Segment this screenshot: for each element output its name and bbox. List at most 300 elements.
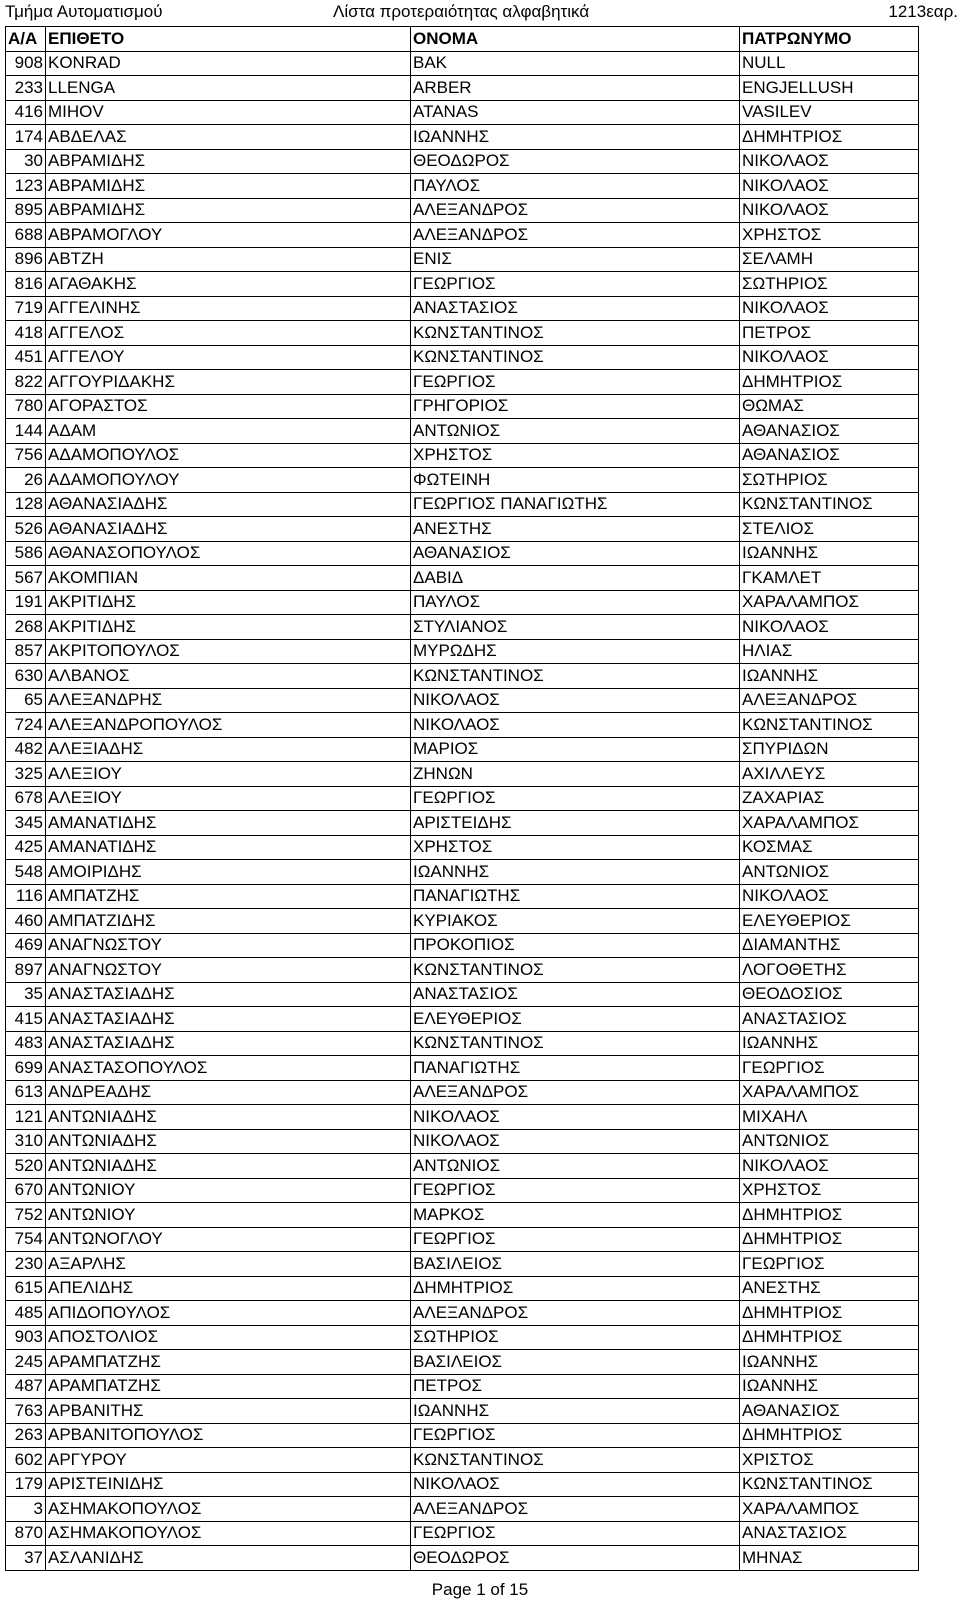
table-row <box>6 541 919 566</box>
cell-fathername: ΔΗΜΗΤΡΙΟΣ <box>740 125 919 150</box>
cell-surname: ΑΚΡΙΤΟΠΟΥΛΟΣ <box>46 639 411 664</box>
cell-aa: 174 <box>6 125 46 150</box>
table-row <box>6 272 919 297</box>
cell-name: ΑΝΕΣΤΗΣ <box>411 517 740 542</box>
table-row <box>6 615 919 640</box>
table-row <box>6 1497 919 1522</box>
cell-surname: ΑΜΠΑΤΖΙΔΗΣ <box>46 909 411 934</box>
cell-surname: ΑΠΙΔΟΠΟΥΛΟΣ <box>46 1301 411 1326</box>
cell-fathername: ΔΗΜΗΤΡΙΟΣ <box>740 370 919 395</box>
cell-fathername: ΚΩΝΣΤΑΝΤΙΝΟΣ <box>740 713 919 738</box>
cell-aa: 263 <box>6 1423 46 1448</box>
cell-fathername: ΑΝΤΩΝΙΟΣ <box>740 860 919 885</box>
cell-fathername: ΝΙΚΟΛΑΟΣ <box>740 296 919 321</box>
cell-fathername: ΑΝΑΣΤΑΣΙΟΣ <box>740 1007 919 1032</box>
column-header-surname: ΕΠΙΘΕΤΟ <box>46 27 411 52</box>
cell-surname: ΑΝΤΩΝΙΑΔΗΣ <box>46 1105 411 1130</box>
list-title: Λίστα προτεραιότητας αλφαβητικά <box>333 2 590 21</box>
cell-name: ΠΑΝΑΓΙΩΤΗΣ <box>411 1056 740 1081</box>
cell-fathername: ΔΗΜΗΤΡΙΟΣ <box>740 1227 919 1252</box>
cell-name: ΘΕΟΔΩΡΟΣ <box>411 149 740 174</box>
cell-aa: 3 <box>6 1497 46 1522</box>
cell-name: ΝΙΚΟΛΑΟΣ <box>411 1129 740 1154</box>
cell-surname: ΑΠΟΣΤΟΛΙΟΣ <box>46 1325 411 1350</box>
cell-aa: 485 <box>6 1301 46 1326</box>
page-number: Page 1 of 15 <box>431 1580 529 1599</box>
cell-name: ΚΩΝΣΤΑΝΤΙΝΟΣ <box>411 664 740 689</box>
table-row <box>6 1301 919 1326</box>
cell-fathername: ΣΩΤΗΡΙΟΣ <box>740 468 919 493</box>
cell-aa: 418 <box>6 321 46 346</box>
cell-name: ΣΤΥΛΙΑΝΟΣ <box>411 615 740 640</box>
cell-aa: 245 <box>6 1350 46 1375</box>
cell-surname: ΑΡΙΣΤΕΙΝΙΔΗΣ <box>46 1472 411 1497</box>
cell-surname: ΑΡΑΜΠΑΤΖΗΣ <box>46 1350 411 1375</box>
cell-aa: 567 <box>6 566 46 591</box>
cell-aa: 586 <box>6 541 46 566</box>
table-row <box>6 1056 919 1081</box>
cell-aa: 483 <box>6 1031 46 1056</box>
cell-name: ΔΑΒΙΔ <box>411 566 740 591</box>
cell-fathername: ΧΡΗΣΤΟΣ <box>740 1178 919 1203</box>
cell-name: ΓΕΩΡΓΙΟΣ <box>411 1227 740 1252</box>
cell-name: ΙΩΑΝΝΗΣ <box>411 125 740 150</box>
cell-aa: 754 <box>6 1227 46 1252</box>
cell-fathername: ΓΚΑΜΛΕΤ <box>740 566 919 591</box>
table-row <box>6 443 919 468</box>
cell-aa: 896 <box>6 247 46 272</box>
cell-aa: 699 <box>6 1056 46 1081</box>
cell-aa: 451 <box>6 345 46 370</box>
cell-name: ΧΡΗΣΤΟΣ <box>411 835 740 860</box>
cell-surname: MIHOV <box>46 100 411 125</box>
cell-aa: 144 <box>6 419 46 444</box>
table-row <box>6 468 919 493</box>
cell-surname: ΑΣΗΜΑΚΟΠΟΥΛΟΣ <box>46 1521 411 1546</box>
cell-name: ΔΗΜΗΤΡΙΟΣ <box>411 1276 740 1301</box>
cell-fathername: ΝΙΚΟΛΑΟΣ <box>740 198 919 223</box>
cell-surname: ΑΓΓΕΛΙΝΗΣ <box>46 296 411 321</box>
cell-name: ΑΝΑΣΤΑΣΙΟΣ <box>411 296 740 321</box>
cell-aa: 179 <box>6 1472 46 1497</box>
table-row <box>6 835 919 860</box>
cell-surname: ΑΛΕΞΙΟΥ <box>46 762 411 787</box>
cell-surname: ΑΓΓΕΛΟΣ <box>46 321 411 346</box>
cell-aa: 425 <box>6 835 46 860</box>
cell-surname: ΑΛΕΞΑΝΔΡΟΠΟΥΛΟΣ <box>46 713 411 738</box>
table-row <box>6 345 919 370</box>
cell-surname: KONRAD <box>46 51 411 76</box>
cell-aa: 752 <box>6 1203 46 1228</box>
cell-name: ΑΡΙΣΤΕΙΔΗΣ <box>411 811 740 836</box>
cell-aa: 548 <box>6 860 46 885</box>
cell-name: ΑΝΤΩΝΙΟΣ <box>411 1154 740 1179</box>
cell-surname: ΑΡΑΜΠΑΤΖΗΣ <box>46 1374 411 1399</box>
cell-aa: 724 <box>6 713 46 738</box>
cell-surname: ΑΜΠΑΤΖΗΣ <box>46 884 411 909</box>
cell-surname: ΑΝΤΩΝΙΑΔΗΣ <box>46 1154 411 1179</box>
cell-fathername: ΣΕΛΑΜΗ <box>740 247 919 272</box>
table-row <box>6 664 919 689</box>
cell-surname: ΑΛΕΞΙΑΔΗΣ <box>46 737 411 762</box>
cell-name: ΚΩΝΣΤΑΝΤΙΝΟΣ <box>411 1448 740 1473</box>
cell-fathername: ΣΠΥΡΙΔΩΝ <box>740 737 919 762</box>
cell-aa: 678 <box>6 786 46 811</box>
table-body <box>6 51 919 1570</box>
cell-surname: ΑΝΑΓΝΩΣΤΟΥ <box>46 933 411 958</box>
cell-fathername: ΝΙΚΟΛΑΟΣ <box>740 174 919 199</box>
cell-surname: ΑΝΤΩΝΙΟΥ <box>46 1203 411 1228</box>
cell-aa: 780 <box>6 394 46 419</box>
cell-aa: 469 <box>6 933 46 958</box>
table-row <box>6 296 919 321</box>
cell-name: ΓΕΩΡΓΙΟΣ <box>411 1178 740 1203</box>
cell-name: ΚΩΝΣΤΑΝΤΙΝΟΣ <box>411 1031 740 1056</box>
cell-aa: 903 <box>6 1325 46 1350</box>
cell-fathername: ΧΑΡΑΛΑΜΠΟΣ <box>740 590 919 615</box>
cell-fathername: ΑΝΑΣΤΑΣΙΟΣ <box>740 1521 919 1546</box>
table-row <box>6 1521 919 1546</box>
table-row <box>6 1154 919 1179</box>
cell-name: ΣΩΤΗΡΙΟΣ <box>411 1325 740 1350</box>
cell-name: ΑΛΕΞΑΝΔΡΟΣ <box>411 1301 740 1326</box>
cell-surname: ΑΒΤΖΗ <box>46 247 411 272</box>
cell-fathername: ΔΗΜΗΤΡΙΟΣ <box>740 1203 919 1228</box>
cell-name: ΑΛΕΞΑΝΔΡΟΣ <box>411 1497 740 1522</box>
cell-aa: 345 <box>6 811 46 836</box>
cell-fathername: ΔΗΜΗΤΡΙΟΣ <box>740 1325 919 1350</box>
table-row <box>6 1252 919 1277</box>
cell-surname: ΑΡΒΑΝΙΤΟΠΟΥΛΟΣ <box>46 1423 411 1448</box>
table-row <box>6 762 919 787</box>
cell-name: ΚΩΝΣΤΑΝΤΙΝΟΣ <box>411 321 740 346</box>
cell-fathername: ΙΩΑΝΝΗΣ <box>740 664 919 689</box>
cell-surname: ΑΓΓΟΥΡΙΔΑΚΗΣ <box>46 370 411 395</box>
cell-name: ΠΑΝΑΓΙΩΤΗΣ <box>411 884 740 909</box>
list-count: 1213εαρ. <box>888 2 958 21</box>
cell-surname: ΑΒΡΑΜΙΔΗΣ <box>46 149 411 174</box>
cell-surname: ΑΓΑΘΑΚΗΣ <box>46 272 411 297</box>
cell-aa: 897 <box>6 958 46 983</box>
priority-table <box>5 26 919 1571</box>
table-row <box>6 1007 919 1032</box>
table-row <box>6 1227 919 1252</box>
cell-fathername: ΔΗΜΗΤΡΙΟΣ <box>740 1423 919 1448</box>
cell-surname: ΑΔΑΜ <box>46 419 411 444</box>
cell-surname: ΑΒΡΑΜΙΔΗΣ <box>46 198 411 223</box>
table-row <box>6 933 919 958</box>
table-row <box>6 76 919 101</box>
cell-fathername: ΘΕΟΔΟΣΙΟΣ <box>740 982 919 1007</box>
cell-surname: ΑΝΔΡΕΑΔΗΣ <box>46 1080 411 1105</box>
table-row <box>6 492 919 517</box>
table-row <box>6 149 919 174</box>
column-header-aa: Α/Α <box>6 27 46 52</box>
table-row <box>6 566 919 591</box>
table-row <box>6 100 919 125</box>
cell-fathername: ΑΘΑΝΑΣΙΟΣ <box>740 443 919 468</box>
table-row <box>6 786 919 811</box>
cell-aa: 615 <box>6 1276 46 1301</box>
cell-aa: 719 <box>6 296 46 321</box>
cell-aa: 670 <box>6 1178 46 1203</box>
cell-name: ΝΙΚΟΛΑΟΣ <box>411 1472 740 1497</box>
table-row <box>6 223 919 248</box>
cell-name: ΜΑΡΙΟΣ <box>411 737 740 762</box>
cell-aa: 310 <box>6 1129 46 1154</box>
table-row <box>6 590 919 615</box>
table-row <box>6 909 919 934</box>
cell-fathername: ΧΑΡΑΛΑΜΠΟΣ <box>740 1080 919 1105</box>
cell-surname: ΑΡΒΑΝΙΤΗΣ <box>46 1399 411 1424</box>
table-row <box>6 51 919 76</box>
table-row <box>6 1129 919 1154</box>
cell-surname: ΑΜΑΝΑΤΙΔΗΣ <box>46 835 411 860</box>
cell-fathername: ΝΙΚΟΛΑΟΣ <box>740 1154 919 1179</box>
cell-name: ΓΕΩΡΓΙΟΣ <box>411 370 740 395</box>
cell-name: ΕΛΕΥΘΕΡΙΟΣ <box>411 1007 740 1032</box>
cell-fathername: ΧΡΙΣΤΟΣ <box>740 1448 919 1473</box>
table-row <box>6 1080 919 1105</box>
cell-name: ΒΑΣΙΛΕΙΟΣ <box>411 1252 740 1277</box>
cell-name: ΓΕΩΡΓΙΟΣ <box>411 1521 740 1546</box>
cell-fathername: ΣΩΤΗΡΙΟΣ <box>740 272 919 297</box>
cell-aa: 630 <box>6 664 46 689</box>
cell-fathername: ΚΩΝΣΤΑΝΤΙΝΟΣ <box>740 492 919 517</box>
cell-surname: ΑΡΓΥΡΟΥ <box>46 1448 411 1473</box>
cell-fathername: ΔΗΜΗΤΡΙΟΣ <box>740 1301 919 1326</box>
cell-surname: ΑΜΟΙΡΙΔΗΣ <box>46 860 411 885</box>
cell-name: ΓΕΩΡΓΙΟΣ <box>411 272 740 297</box>
cell-fathername: ΧΡΗΣΤΟΣ <box>740 223 919 248</box>
cell-aa: 756 <box>6 443 46 468</box>
cell-aa: 816 <box>6 272 46 297</box>
cell-name: ΠΡΟΚΟΠΙΟΣ <box>411 933 740 958</box>
department-name: Τμήμα Αυτοματισμού <box>5 2 163 21</box>
cell-fathername: ΙΩΑΝΝΗΣ <box>740 1031 919 1056</box>
cell-surname: ΑΜΑΝΑΤΙΔΗΣ <box>46 811 411 836</box>
cell-name: ΑΛΕΞΑΝΔΡΟΣ <box>411 198 740 223</box>
cell-surname: ΑΒΡΑΜΟΓΛΟΥ <box>46 223 411 248</box>
column-header-fathername: ΠΑΤΡΩΝΥΜΟ <box>740 27 919 52</box>
cell-name: ΒΑΣΙΛΕΙΟΣ <box>411 1350 740 1375</box>
table-row <box>6 1423 919 1448</box>
cell-name: ΓΕΩΡΓΙΟΣ ΠΑΝΑΓΙΩΤΗΣ <box>411 492 740 517</box>
cell-aa: 908 <box>6 51 46 76</box>
cell-name: ΕΝΙΣ <box>411 247 740 272</box>
cell-name: ΚΩΝΣΤΑΝΤΙΝΟΣ <box>411 958 740 983</box>
cell-aa: 520 <box>6 1154 46 1179</box>
cell-surname: ΑΚΡΙΤΙΔΗΣ <box>46 590 411 615</box>
cell-surname: ΑΝΤΩΝΙΑΔΗΣ <box>46 1129 411 1154</box>
cell-aa: 37 <box>6 1546 46 1571</box>
table-row <box>6 1350 919 1375</box>
cell-aa: 233 <box>6 76 46 101</box>
cell-fathername: ΓΕΩΡΓΙΟΣ <box>740 1056 919 1081</box>
table-row <box>6 884 919 909</box>
cell-fathername: ΑΧΙΛΛΕΥΣ <box>740 762 919 787</box>
cell-fathername: ΚΟΣΜΑΣ <box>740 835 919 860</box>
table-row <box>6 370 919 395</box>
cell-aa: 895 <box>6 198 46 223</box>
cell-name: ΜΑΡΚΟΣ <box>411 1203 740 1228</box>
cell-surname: ΑΠΕΛΙΔΗΣ <box>46 1276 411 1301</box>
table-row <box>6 713 919 738</box>
cell-surname: ΑΛΕΞΑΝΔΡΗΣ <box>46 688 411 713</box>
cell-surname: ΑΝΤΩΝΙΟΥ <box>46 1178 411 1203</box>
table-row <box>6 517 919 542</box>
cell-aa: 128 <box>6 492 46 517</box>
cell-name: ATANAS <box>411 100 740 125</box>
cell-fathername: ΙΩΑΝΝΗΣ <box>740 541 919 566</box>
cell-surname: LLENGA <box>46 76 411 101</box>
cell-aa: 460 <box>6 909 46 934</box>
cell-fathername: ΝΙΚΟΛΑΟΣ <box>740 615 919 640</box>
cell-name: ΝΙΚΟΛΑΟΣ <box>411 713 740 738</box>
cell-surname: ΑΛΒΑΝΟΣ <box>46 664 411 689</box>
cell-aa: 230 <box>6 1252 46 1277</box>
cell-name: BAK <box>411 51 740 76</box>
cell-aa: 822 <box>6 370 46 395</box>
cell-name: ΝΙΚΟΛΑΟΣ <box>411 688 740 713</box>
cell-surname: ΑΘΑΝΑΣΙΑΔΗΣ <box>46 492 411 517</box>
cell-surname: ΑΝΑΣΤΑΣΙΑΔΗΣ <box>46 1031 411 1056</box>
cell-surname: ΑΒΔΕΛΑΣ <box>46 125 411 150</box>
cell-fathername: ΠΕΤΡΟΣ <box>740 321 919 346</box>
cell-aa: 487 <box>6 1374 46 1399</box>
cell-name: ΠΕΤΡΟΣ <box>411 1374 740 1399</box>
cell-surname: ΑΝΑΓΝΩΣΤΟΥ <box>46 958 411 983</box>
cell-fathername: ΖΑΧΑΡΙΑΣ <box>740 786 919 811</box>
cell-name: ΓΡΗΓΟΡΙΟΣ <box>411 394 740 419</box>
table-row <box>6 174 919 199</box>
cell-name: ΖΗΝΩΝ <box>411 762 740 787</box>
cell-surname: ΑΝΑΣΤΑΣΙΑΔΗΣ <box>46 1007 411 1032</box>
table-row <box>6 125 919 150</box>
cell-fathername: ΜΙΧΑΗΛ <box>740 1105 919 1130</box>
table-row <box>6 247 919 272</box>
table-row <box>6 1472 919 1497</box>
cell-fathername: ΑΝΤΩΝΙΟΣ <box>740 1129 919 1154</box>
cell-surname: ΑΔΑΜΟΠΟΥΛΟΥ <box>46 468 411 493</box>
cell-fathername: ΑΛΕΞΑΝΔΡΟΣ <box>740 688 919 713</box>
cell-aa: 116 <box>6 884 46 909</box>
cell-aa: 688 <box>6 223 46 248</box>
cell-aa: 35 <box>6 982 46 1007</box>
table-row <box>6 321 919 346</box>
cell-name: ARBER <box>411 76 740 101</box>
table-row <box>6 1105 919 1130</box>
cell-fathername: ΙΩΑΝΝΗΣ <box>740 1374 919 1399</box>
cell-surname: ΑΔΑΜΟΠΟΥΛΟΣ <box>46 443 411 468</box>
cell-name: ΙΩΑΝΝΗΣ <box>411 1399 740 1424</box>
table-row <box>6 1203 919 1228</box>
table-row <box>6 1399 919 1424</box>
cell-aa: 325 <box>6 762 46 787</box>
cell-surname: ΑΣΗΜΑΚΟΠΟΥΛΟΣ <box>46 1497 411 1522</box>
cell-fathername: ΝΙΚΟΛΑΟΣ <box>740 345 919 370</box>
cell-aa: 30 <box>6 149 46 174</box>
cell-name: ΜΥΡΩΔΗΣ <box>411 639 740 664</box>
table-row <box>6 1276 919 1301</box>
cell-aa: 613 <box>6 1080 46 1105</box>
cell-aa: 763 <box>6 1399 46 1424</box>
cell-surname: ΑΣΛΑΝΙΔΗΣ <box>46 1546 411 1571</box>
cell-surname: ΑΝΑΣΤΑΣΙΑΔΗΣ <box>46 982 411 1007</box>
cell-surname: ΑΛΕΞΙΟΥ <box>46 786 411 811</box>
cell-fathername: ΗΛΙΑΣ <box>740 639 919 664</box>
cell-surname: ΑΚΟΜΠΙΑΝ <box>46 566 411 591</box>
cell-surname: ΑΞΑΡΛΗΣ <box>46 1252 411 1277</box>
table-row <box>6 198 919 223</box>
cell-name: ΝΙΚΟΛΑΟΣ <box>411 1105 740 1130</box>
cell-fathername: ΧΑΡΑΛΑΜΠΟΣ <box>740 1497 919 1522</box>
cell-name: ΑΛΕΞΑΝΔΡΟΣ <box>411 223 740 248</box>
cell-fathername: ΑΘΑΝΑΣΙΟΣ <box>740 419 919 444</box>
cell-name: ΓΕΩΡΓΙΟΣ <box>411 786 740 811</box>
cell-name: ΠΑΥΛΟΣ <box>411 590 740 615</box>
table-row <box>6 419 919 444</box>
cell-fathername: ΘΩΜΑΣ <box>740 394 919 419</box>
cell-name: ΑΝΑΣΤΑΣΙΟΣ <box>411 982 740 1007</box>
cell-surname: ΑΝΑΣΤΑΣΟΠΟΥΛΟΣ <box>46 1056 411 1081</box>
table-row <box>6 394 919 419</box>
cell-fathername: ΙΩΑΝΝΗΣ <box>740 1350 919 1375</box>
cell-aa: 416 <box>6 100 46 125</box>
cell-fathername: ENGJELLUSH <box>740 76 919 101</box>
cell-aa: 857 <box>6 639 46 664</box>
cell-name: ΚΩΝΣΤΑΝΤΙΝΟΣ <box>411 345 740 370</box>
cell-aa: 191 <box>6 590 46 615</box>
table-header-row <box>6 27 919 52</box>
table-row <box>6 639 919 664</box>
table-row <box>6 958 919 983</box>
cell-surname: ΑΝΤΩΝΟΓΛΟΥ <box>46 1227 411 1252</box>
table-row <box>6 1031 919 1056</box>
cell-name: ΧΡΗΣΤΟΣ <box>411 443 740 468</box>
cell-aa: 65 <box>6 688 46 713</box>
cell-fathername: ΧΑΡΑΛΑΜΠΟΣ <box>740 811 919 836</box>
cell-fathername: ΚΩΝΣΤΑΝΤΙΝΟΣ <box>740 1472 919 1497</box>
cell-name: ΘΕΟΔΩΡΟΣ <box>411 1546 740 1571</box>
table-row <box>6 811 919 836</box>
table-row <box>6 1448 919 1473</box>
table-row <box>6 1325 919 1350</box>
cell-name: ΓΕΩΡΓΙΟΣ <box>411 1423 740 1448</box>
cell-name: ΦΩΤΕΙΝΗ <box>411 468 740 493</box>
cell-aa: 415 <box>6 1007 46 1032</box>
cell-name: ΑΛΕΞΑΝΔΡΟΣ <box>411 1080 740 1105</box>
cell-fathername: ΛΟΓΟΘΕΤΗΣ <box>740 958 919 983</box>
cell-fathername: ΑΝΕΣΤΗΣ <box>740 1276 919 1301</box>
cell-fathername: ΓΕΩΡΓΙΟΣ <box>740 1252 919 1277</box>
cell-surname: ΑΚΡΙΤΙΔΗΣ <box>46 615 411 640</box>
cell-fathername: ΑΘΑΝΑΣΙΟΣ <box>740 1399 919 1424</box>
cell-aa: 870 <box>6 1521 46 1546</box>
cell-surname: ΑΒΡΑΜΙΔΗΣ <box>46 174 411 199</box>
cell-fathername: ΝΙΚΟΛΑΟΣ <box>740 884 919 909</box>
cell-name: ΠΑΥΛΟΣ <box>411 174 740 199</box>
cell-name: ΚΥΡΙΑΚΟΣ <box>411 909 740 934</box>
cell-name: ΑΘΑΝΑΣΙΟΣ <box>411 541 740 566</box>
page-footer <box>0 1580 960 1600</box>
table-row <box>6 1546 919 1571</box>
cell-aa: 26 <box>6 468 46 493</box>
cell-aa: 602 <box>6 1448 46 1473</box>
cell-aa: 123 <box>6 174 46 199</box>
cell-surname: ΑΘΑΝΑΣΙΑΔΗΣ <box>46 517 411 542</box>
table-row <box>6 982 919 1007</box>
